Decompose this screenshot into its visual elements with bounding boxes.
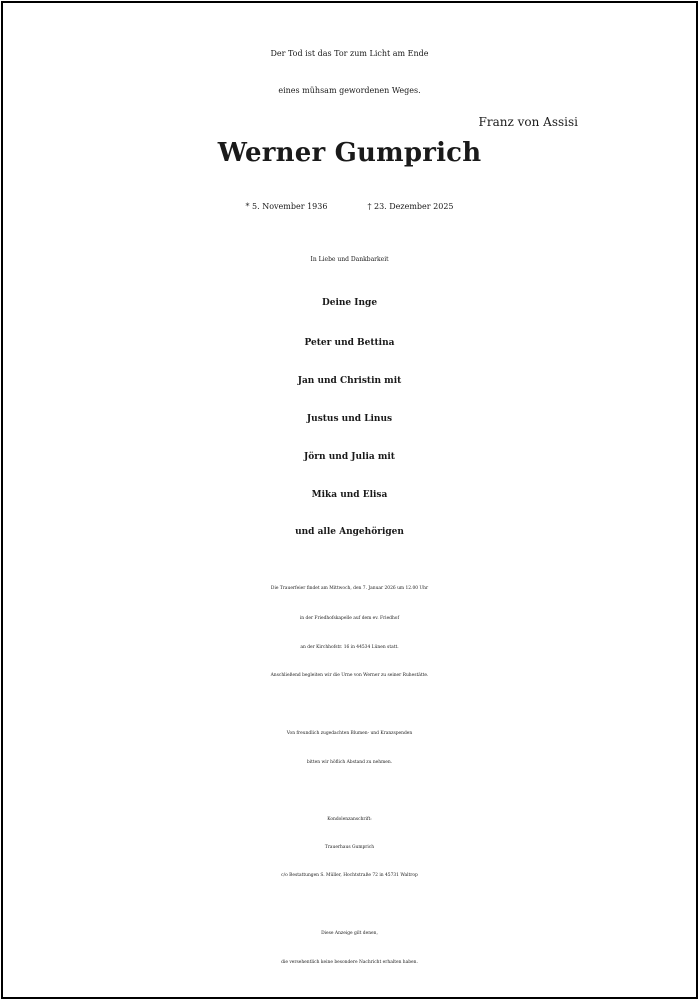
mourner-name: Deine Inge: [321, 298, 378, 308]
funeral-info-line: in der Friedhofskapelle auf dem ev. Friedhof: [299, 616, 400, 621]
mourner-name: und alle Angehörigen: [295, 527, 404, 537]
flowers-info-line: Von freundlich zugedachten Blumen- und Kranzspenden: [286, 731, 413, 736]
condolence-line: c/o Bestattungen S. Müller, Hochtstraße 72 in 45731 Waltrop: [281, 873, 418, 878]
mourner-name: Justus und Linus: [306, 414, 393, 424]
obituary-notice: [1, 1, 698, 999]
quote-line-2: eines mühsam gewordenen Weges.: [278, 86, 421, 95]
mourners-intro: In Liebe und Dankbarkeit: [310, 256, 389, 263]
mourner-name: Jörn und Julia mit: [304, 452, 395, 462]
mourner-name: Mika und Elisa: [311, 490, 388, 500]
closing-line: Diese Anzeige gilt denen,: [321, 931, 378, 936]
funeral-info-line: Anschließend begleiten wir die Urne von Werner zu seiner Ruhestätte.: [270, 673, 429, 678]
mourner-name: Peter und Bettina: [304, 338, 395, 348]
closing-line: die versehentlich keine besondere Nachricht erhalten haben.: [281, 960, 418, 965]
death-date: † 23. Dezember 2025: [367, 202, 454, 211]
condolence-line: Trauerhaus Gumprich: [324, 845, 375, 850]
quote-line-1: Der Tod ist das Tor zum Licht am Ende: [270, 49, 429, 58]
condolence-line: Kondolenzanschrift:: [327, 817, 372, 822]
life-dates: [3, 203, 696, 211]
mourner-name: Jan und Christin mit: [297, 376, 402, 386]
flowers-info-line: bitten wir höflich Abstand zu nehmen.: [306, 760, 393, 765]
deceased-name: Werner Gumprich: [217, 138, 482, 168]
funeral-info-line: an der Kirchhofstr. 16 in 44534 Lünen statt.: [300, 645, 399, 650]
birth-date: * 5. November 1936: [245, 202, 328, 211]
funeral-info-line: Die Trauerfeier findet am Mittwoch, den 7. Januar 2026 um 12.00 Uhr: [270, 586, 429, 591]
quote-author: Franz von Assisi: [478, 115, 578, 129]
